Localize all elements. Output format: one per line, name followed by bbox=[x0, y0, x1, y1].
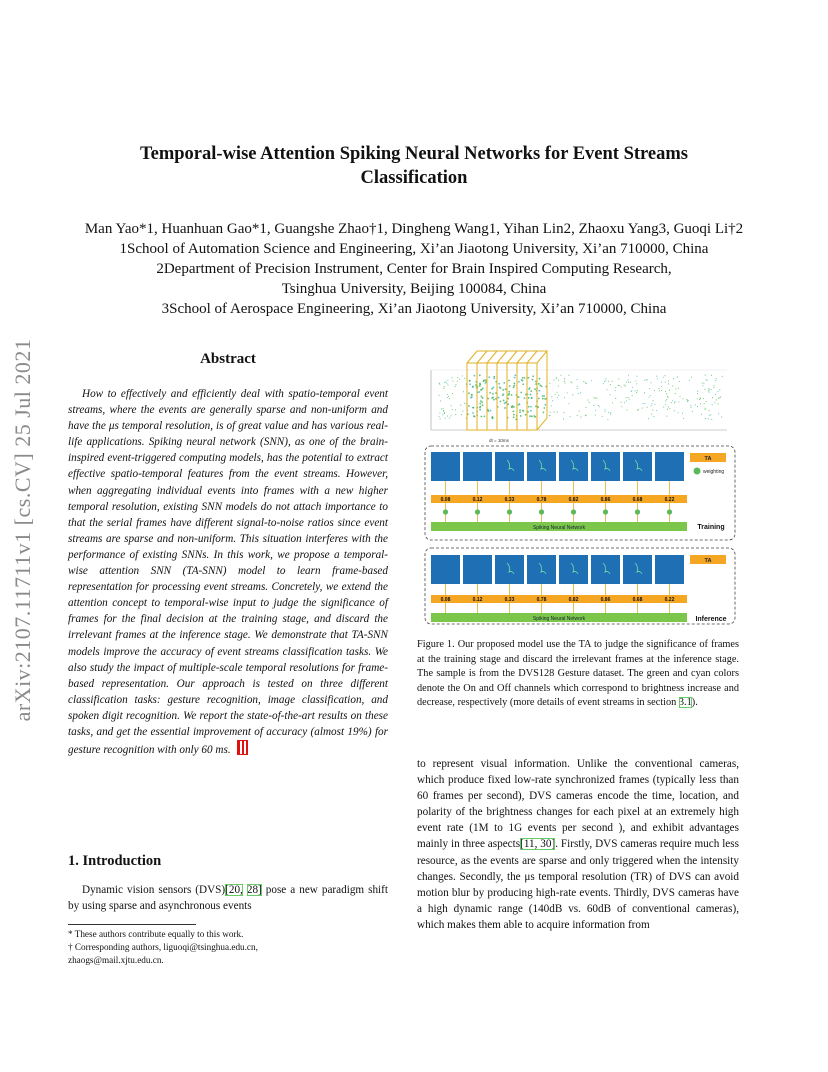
author-list: Man Yao*1, Huanhuan Gao*1, Guangshe Zhao†1, Dingheng Wang1, Yihan Lin2, Zhaoxu Yang3, Guoqi Li†2 bbox=[84, 221, 744, 237]
caption-text-end: ). bbox=[691, 697, 698, 709]
footnotes bbox=[68, 928, 388, 967]
weighting-node bbox=[443, 509, 448, 514]
ta-weight-value: 0.78 bbox=[536, 497, 547, 503]
figure-1 bbox=[417, 345, 739, 628]
event-frame bbox=[431, 452, 460, 481]
ta-weight-value: 0.33 bbox=[504, 597, 515, 603]
ta-weight-value: 0.22 bbox=[664, 597, 675, 603]
training-label: Training bbox=[697, 524, 725, 531]
intro-text-continued: pose a new paradigm shift by using sparse and asynchronous events bbox=[68, 884, 388, 913]
event-frame bbox=[655, 555, 684, 584]
affiliation-2a: 2Department of Precision Instrument, Center for Brain Inspired Computing Research, bbox=[156, 261, 672, 277]
paper-title bbox=[90, 142, 738, 190]
ta-weight-value: 0.12 bbox=[472, 597, 483, 603]
training-block bbox=[425, 446, 735, 540]
footnote-corresponding: † Corresponding authors, liguoqi@tsinghua.edu.cn, bbox=[68, 942, 258, 952]
citation-link[interactable]: [20, bbox=[225, 884, 243, 896]
snn-label: Spiking Neural Network bbox=[532, 525, 586, 531]
snn-label-inference: Spiking Neural Network bbox=[532, 616, 586, 622]
weighting-node bbox=[635, 509, 640, 514]
weighting-label: weighting bbox=[703, 469, 725, 475]
ta-weight-value: 0.78 bbox=[536, 597, 547, 603]
title-line-2: Classification bbox=[360, 168, 468, 188]
event-frame bbox=[463, 452, 492, 481]
figure-1-caption bbox=[417, 638, 739, 711]
event-frame bbox=[431, 555, 460, 584]
author-block bbox=[40, 219, 788, 319]
abstract-body bbox=[68, 386, 388, 758]
footnote-email: zhaogs@mail.xjtu.edu.cn. bbox=[68, 955, 164, 965]
affiliation-2b: Tsinghua University, Beijing 100084, China bbox=[281, 281, 547, 297]
body-text-continued: . Firstly, DVS cameras require much less resource, as the events are sparse and only triggered when the intensity changes. Secondly, the μs temporal resolution (TR) of DVS can avoid motion blur by producing high-rate events. Thirdly, DVS cameras have a high dynamic range (140dB vs. 60dB of conventional cameras), which makes them able to acquire information from bbox=[417, 838, 739, 931]
dt-label: dt = 10ms bbox=[489, 438, 509, 443]
event-stream-plot bbox=[431, 351, 727, 443]
weighting-node bbox=[475, 509, 480, 514]
event-frame bbox=[655, 452, 684, 481]
inference-label: Inference bbox=[695, 616, 727, 623]
ta-weight-value: 0.82 bbox=[568, 497, 579, 503]
body-text: to represent visual information. Unlike the conventional cameras, which produce fixed low-rate synchronized frames (typically less than 60 frames per second), DVS cameras encode the time, location, and polarity of the brightness changes for each pixel at an extremely high event rate (1M to 1G events per second ), and exhibit advantages mainly in three aspects bbox=[417, 758, 739, 851]
ta-weight-value: 0.86 bbox=[600, 597, 611, 603]
ta-weight-value: 0.12 bbox=[472, 497, 483, 503]
ta-weight-value: 0.22 bbox=[664, 497, 675, 503]
arxiv-stamp: arXiv:2107.11711v1 [cs.CV] 25 Jul 2021 bbox=[10, 338, 35, 722]
affiliation-3: 3School of Aerospace Engineering, Xi’an Jiaotong University, Xi’an 710000, China bbox=[161, 301, 667, 317]
ta-weight-value: 0.68 bbox=[632, 597, 643, 603]
caption-text: Figure 1. Our proposed model use the TA to judge the significance of frames at the training stage and discard the irrelevant frames at the inference stage. The sample is from the DVS128 Gesture dataset. The green and cyan colors denote the On and Off channels which correspond to brightness increase and decrease, respectively (more details of event streams in section bbox=[417, 639, 739, 709]
citation-link[interactable]: 28] bbox=[246, 884, 262, 896]
introduction-body bbox=[68, 882, 388, 914]
event-frame bbox=[463, 555, 492, 584]
weighting-node bbox=[603, 509, 608, 514]
weighting-icon bbox=[694, 468, 701, 475]
ta-weight-value: 0.82 bbox=[568, 597, 579, 603]
ta-weight-value: 0.68 bbox=[632, 497, 643, 503]
intro-text: Dynamic vision sensors (DVS) bbox=[82, 884, 226, 896]
citation-link[interactable]: [11, 30] bbox=[520, 838, 556, 851]
abstract-text: How to effectively and efficiently deal with spatio-temporal event streams, where the events are generally sparse and non-uniform and have the μs temporal resolution, is of great value and has various real-life applications. Spiking neural network (SNN), as one of the brain-inspired event-triggered computing models, has the potential to extract effective spatio-temporal features from the event streams. However, when aggregating individual events into frames with a new higher temporal resolution, existing SNN models do not attach importance to that the serial frames have different signal-to-noise ratios since event streams are sparse and non-uniform. This situation interferes with the performance of existing SNNs. In this work, we propose a temporal-wise attention SNN (TA-SNN) model to learn frame-based representation for processing event streams. Concretely, we extend the attention concept to temporal-wise input to judge the significance of frames for the final decision at the training stage, and discard the irrelevant frames at the inference stage. We demonstrate that TA-SNN models improve the accuracy of event streams classification tasks. We also study the impact of multiple-scale temporal resolutions for frame-based representation. Our approach is tested on three different classification tasks: gesture recognition, image classification, and spoken digit recognition. We report the state-of-the-art results on these tasks, and get the essential improvement of accuracy (almost 19%) for gesture recognition with only 60 ms. bbox=[68, 388, 388, 757]
link-marker-icon[interactable] bbox=[237, 740, 248, 755]
weighting-node bbox=[667, 509, 672, 514]
ta-label: TA bbox=[704, 456, 712, 462]
weighting-node bbox=[507, 509, 512, 514]
abstract-heading: Abstract bbox=[200, 351, 256, 367]
figure-1-diagram bbox=[417, 345, 739, 628]
ta-weight-value: 0.33 bbox=[504, 497, 515, 503]
section-heading-introduction: 1. Introduction bbox=[68, 853, 162, 869]
weighting-node bbox=[539, 509, 544, 514]
footnote-equal-contribution: * These authors contribute equally to this work. bbox=[68, 929, 244, 939]
title-line-1: Temporal-wise Attention Spiking Neural Networks for Event Streams bbox=[140, 144, 688, 164]
weighting-node bbox=[571, 509, 576, 514]
inference-block bbox=[425, 548, 735, 624]
ta-weight-value: 0.08 bbox=[440, 597, 451, 603]
affiliation-1: 1School of Automation Science and Engineering, Xi’an Jiaotong University, Xi’an 710000, China bbox=[119, 241, 709, 257]
ta-weight-value: 0.86 bbox=[600, 497, 611, 503]
ta-weight-value: 0.08 bbox=[440, 497, 451, 503]
footnote-rule bbox=[68, 924, 196, 925]
ta-label-inference: TA bbox=[704, 558, 712, 564]
section-ref-link[interactable]: 3.1 bbox=[678, 697, 692, 709]
right-column-body bbox=[417, 756, 739, 933]
